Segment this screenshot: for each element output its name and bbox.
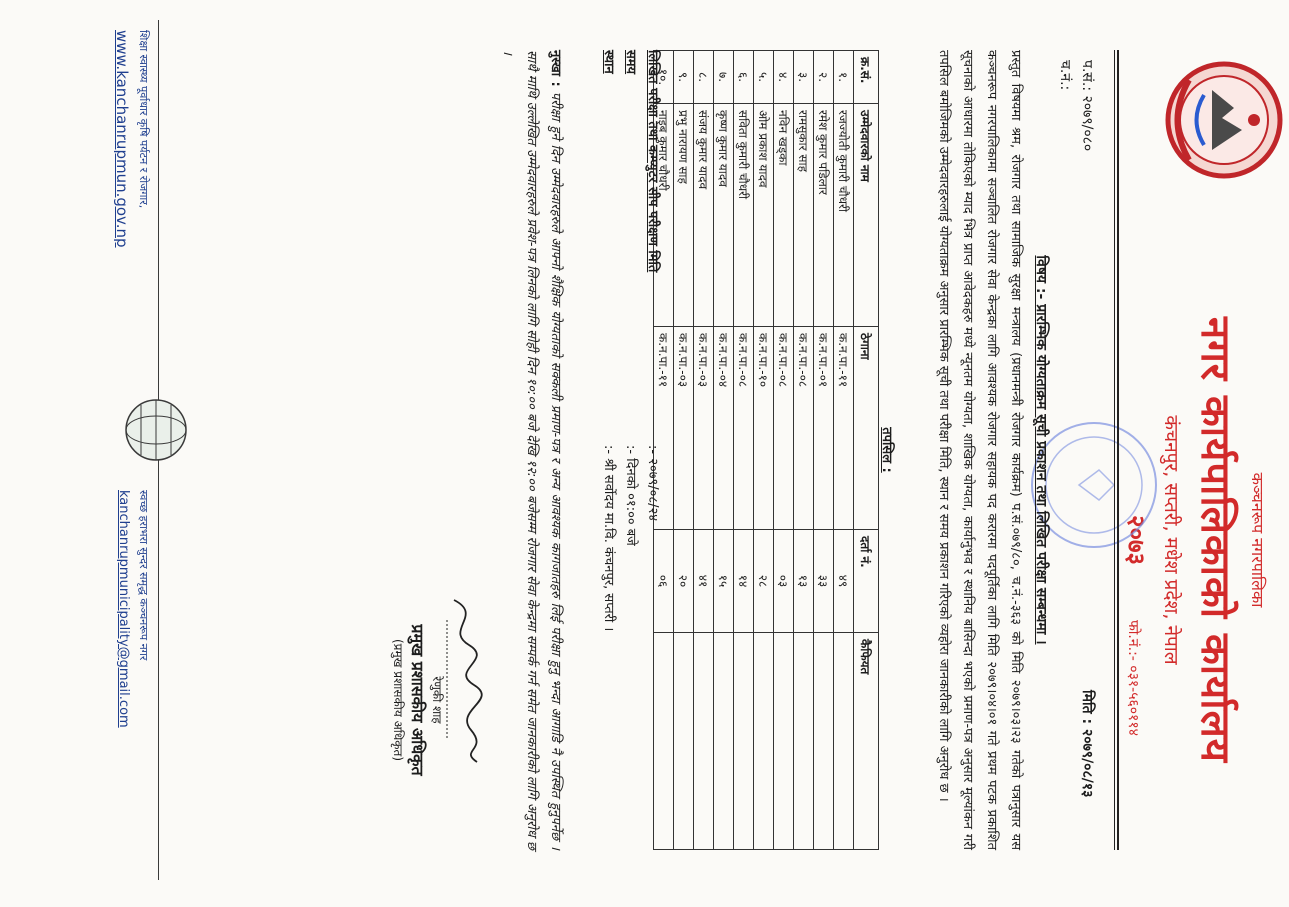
table-row <box>714 51 734 850</box>
cell-sn: १. <box>834 51 854 104</box>
notice-text: परीक्षा हुने दिन उम्मेदवारहरुले आफ्नो शैक्षिक योग्यताको सक्कली प्रमाण-पत्र र अन्य आवश्यक कागजातहरु लिई परीक्षा हुनु भन्दा आगाडि नै उपस्थित हुनुपर्नेछ । साथै माथि उल्लेखित उम्मेदवारहरुले प्रवेश-पत्र लिनको लागि सोही दिन १०:०० बजे देखि १२:०० बजेसम्म रोजगार सेवा केन्द्रमा सम्पर्क गर्न समेत जानकारीको लागि अनुरोध छ । <box>500 50 563 850</box>
cell-address: क.न.पा.-०८ <box>774 327 794 530</box>
notice-label: नुस्खा : <box>548 50 563 87</box>
cell-name: नाइब कुमार चौधरी <box>654 104 674 327</box>
cell-reg-no: १५ <box>714 530 734 633</box>
reference-number: प.सं.: २०७९/०८० <box>1079 60 1095 152</box>
cell-name: रजज्योती कुमारी चौधरी <box>834 104 854 327</box>
globe-icon <box>121 395 191 465</box>
cell-reg-no: १४ <box>734 530 754 633</box>
cell-name: संजय कुमार यादव <box>694 104 714 327</box>
exam-venue-value: :- श्री सर्वोदय मा.वि. कंचनपुर, सप्तरी । <box>601 445 616 632</box>
table-row <box>774 51 794 850</box>
cell-address: क.न.पा.-०१ <box>814 327 834 530</box>
table-row <box>834 51 854 850</box>
cell-reg-no: ०३ <box>774 530 794 633</box>
cell-reg-no: ४१ <box>694 530 714 633</box>
letter-body: प्रस्तुत विषयमा श्रम, रोजगार तथा सामाजिक सुरक्षा मन्त्रालय (प्रधानमन्त्री रोजगार कार्यक्रम) प.सं.०७९/८०, च.नं.-३६३ को मिति २०७९।०३।२३ गतेको पत्रानुसार यस कञ्चनरूप नगरपालिकामा सञ्चालित रोजगार सेवा केन्द्रका लागि आवश्यक रोजगार सहायक पद करारमा पदपूर्तिका लागि मिति २०७९।०४।०१ गते प्रथम पटक प्रकाशित सूचनाको आधारमा तोकिएको म्याद भित्र प्राप्त आवेदकहरु मध्ये न्यूनतम योग्यता, शाखिक योग्यता, कार्यानुभव र स्थानिय बासिन्दा भएको प्रमाण-पत्र अनुसार मूल्यांकन गरी तपसिल बमोजिमको उम्मेदवारहरुलाई योग्यताक्रम अनुसार प्रारम्भिक सूची तथा परीक्षा मिति, स्थान र समय प्रकाशन गरिएको व्यहोरा जानकारीको लागि अनुरोध छ । <box>936 50 1023 850</box>
cell-reg-no: ३३ <box>814 530 834 633</box>
cell-sn: ७. <box>714 51 734 104</box>
cell-reg-no: १३ <box>794 530 814 633</box>
exam-date-value: :- २०७९/०८/२४ <box>645 445 660 522</box>
exam-time-label: समय <box>623 50 638 75</box>
header-address: ठेगाना <box>854 327 879 530</box>
exam-venue-row <box>597 50 619 850</box>
table-row <box>814 51 834 850</box>
details-heading: तपसिल : <box>879 427 894 473</box>
cell-sn: २. <box>814 51 834 104</box>
cell-sn: ४. <box>774 51 794 104</box>
dispatch-number: च.नं.: <box>1057 60 1073 91</box>
cell-sn: ९. <box>674 51 694 104</box>
cell-address: क.न.पा.-०३ <box>674 327 694 530</box>
office-address: कंचनपुर, सप्तरी, मधेश प्रदेश, नेपाल <box>1160 415 1182 665</box>
cell-reg-no: २८ <box>754 530 774 633</box>
footer-slogan-right: स्वच्छ हराभरा सुन्दर समृद्ध कञ्चनरूप नगर <box>137 490 150 661</box>
nepal-emblem-logo <box>1164 60 1284 180</box>
exam-date-label: लिखित परीक्षा तथा कम्प्युटर सीप परीक्षण मिति <box>645 50 660 273</box>
exam-time-row <box>619 50 641 850</box>
cell-remarks <box>834 633 854 850</box>
footer-email-link[interactable]: kanchanrupmunicipality@gmail.com <box>116 490 131 728</box>
candidate-table <box>653 50 879 850</box>
cell-address: क.न.पा.-१० <box>754 327 774 530</box>
cell-name: ओम प्रकाश यादव <box>754 104 774 327</box>
cell-remarks <box>794 633 814 850</box>
cell-address: क.न.पा.-०८ <box>794 327 814 530</box>
table-row <box>794 51 814 850</box>
letterhead-rule-thin <box>1114 50 1115 850</box>
cell-remarks <box>754 633 774 850</box>
signatory-title: प्रमुख प्रशासकीय अधिकृत <box>408 624 427 776</box>
cell-address: क.न.पा.-०४ <box>714 327 734 530</box>
office-title: नगर कार्यपालिकाको कार्यालय <box>1192 317 1238 763</box>
cell-reg-no: ४९ <box>834 530 854 633</box>
table-row <box>674 51 694 850</box>
cell-name: प्रभु नारायण साह <box>674 104 694 327</box>
letter-date: मिति : २०७९/०८/१३ <box>1079 690 1095 798</box>
letter-subject: विषय :- प्रारम्भिक योग्यताक्रम सूची प्रकाशन तथा लिखित परीक्षा सम्बन्धमा । <box>1033 255 1049 645</box>
cell-sn: ३. <box>794 51 814 104</box>
office-year: २०७३ <box>1122 515 1150 565</box>
header-sn: क्र.सं. <box>854 51 879 104</box>
cell-address: क.न.पा.-११ <box>834 327 854 530</box>
exam-time-value: :- दिनको ०१:०० बजे <box>623 445 638 546</box>
municipality-name: कञ्चनरूप नगरपालिका <box>1248 472 1267 608</box>
cell-name: सविता कुमारी चौधरी <box>734 104 754 327</box>
cell-sn: १०. <box>654 51 674 104</box>
header-reg-no: दर्ता नं. <box>854 530 879 633</box>
cell-name: नविन खड्का <box>774 104 794 327</box>
cell-remarks <box>714 633 734 850</box>
cell-name: रमेश कुमार पडिलार <box>814 104 834 327</box>
table-header-row <box>854 51 879 850</box>
signatory-note: (प्रमुख प्रशासकीय अधिकृत) <box>391 638 405 762</box>
exam-venue-label: स्थान <box>601 50 616 74</box>
handwritten-signature <box>439 590 489 770</box>
cell-address: क.न.पा.-११ <box>654 327 674 530</box>
cell-address: क.न.पा.-०३ <box>694 327 714 530</box>
office-phone: फो.नं.:- ०३१-५६०११४ <box>1125 620 1141 736</box>
exam-notice <box>495 50 567 850</box>
exam-date-row <box>641 50 663 850</box>
cell-sn: ५. <box>754 51 774 104</box>
header-remarks: कैफियत <box>854 633 879 850</box>
footer-slogan-left: शिक्षा स्वास्थ्य पूर्वाधार कृषि पर्यटन र रोजगार, <box>137 30 150 209</box>
table-row <box>734 51 754 850</box>
cell-reg-no: ०६ <box>654 530 674 633</box>
table-row <box>694 51 714 850</box>
signatory-name: रेणुकी शाह <box>430 676 444 724</box>
cell-remarks <box>674 633 694 850</box>
cell-reg-no: २० <box>674 530 694 633</box>
header-name: उम्मेदवारको नाम <box>854 104 879 327</box>
table-row <box>754 51 774 850</box>
cell-remarks <box>814 633 834 850</box>
cell-address: क.न.पा.-०८ <box>734 327 754 530</box>
cell-remarks <box>694 633 714 850</box>
cell-name: रामसुकार साह <box>794 104 814 327</box>
exam-info <box>597 50 663 850</box>
cell-remarks <box>734 633 754 850</box>
letterhead-rule <box>1117 50 1119 850</box>
cell-remarks <box>774 633 794 850</box>
cell-name: कृष्ण कुमार यादव <box>714 104 734 327</box>
footer-website-link[interactable]: www.kanchanrupmun.gov.np <box>113 30 131 248</box>
cell-sn: ८. <box>694 51 714 104</box>
cell-sn: ६. <box>734 51 754 104</box>
